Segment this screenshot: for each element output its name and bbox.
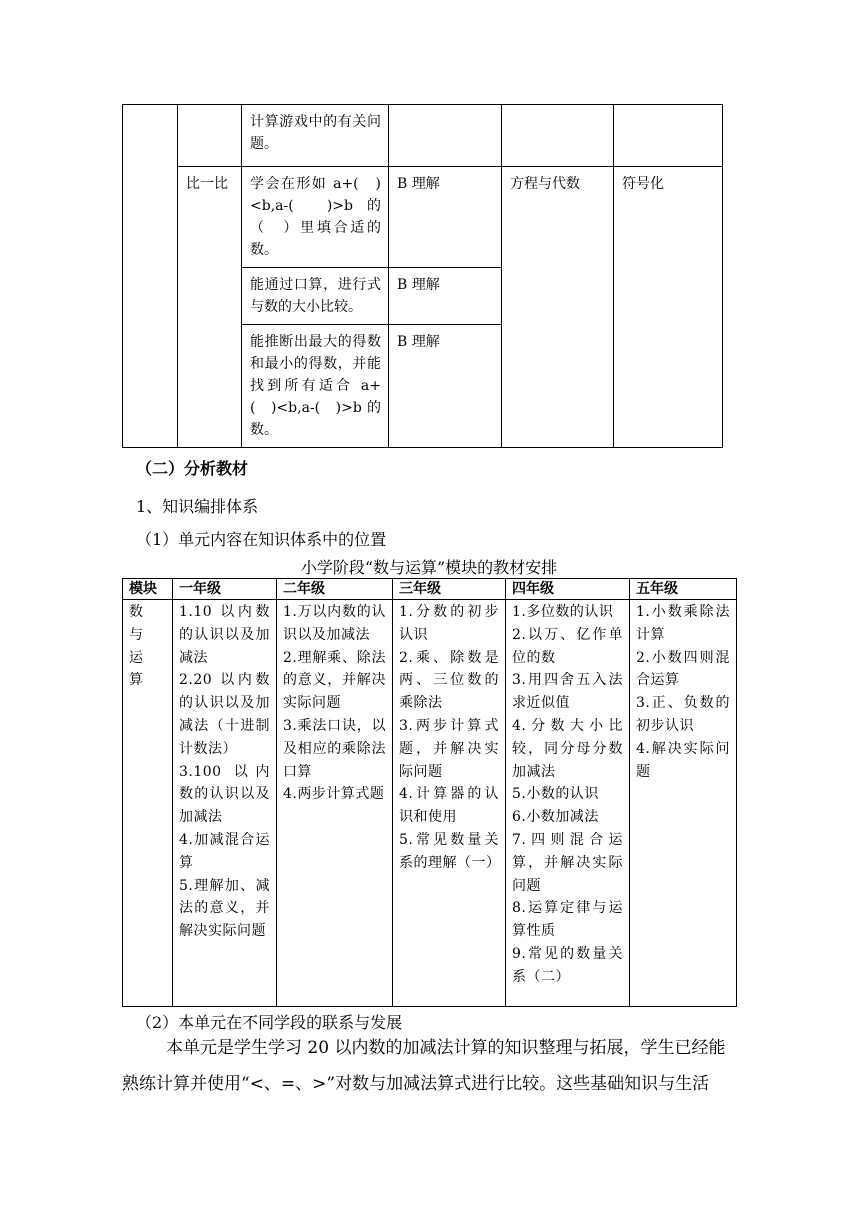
paragraph-line: 熟练计算并使用“<、=、>”对数与加减法算式进行比较。这些基础知识与生活 (122, 1074, 710, 1094)
subheading-knowledge-system: 1、知识编排体系 (136, 497, 259, 516)
objective-cell: 能通过口算，进行式与数的大小比较。 (242, 268, 389, 325)
topic-cell: 比一比 (178, 167, 242, 448)
list-item: 6.小数加减法 (512, 809, 599, 826)
table-row (123, 167, 723, 268)
list-item: 4.两步计算式题 (283, 786, 385, 803)
table-row (123, 105, 723, 167)
list-item: 9.常见的数量关系（二） (512, 945, 623, 985)
column-header: 二年级 (277, 579, 393, 600)
subheading-unit-connection: （2）本单元在不同学段的联系与发展 (136, 1013, 403, 1032)
table-caption: 小学阶段“数与运算”模块的教材安排 (300, 558, 558, 577)
paragraph-line: 本单元是学生学习 20 以内数的加减法计算的知识整理与拓展，学生已经能 (166, 1038, 726, 1058)
module-cell: 数 与 运 算 (123, 600, 173, 1007)
grade1-cell (173, 600, 277, 1007)
topic-cell (178, 105, 242, 167)
list-item: 3.两步计算式题，并解决实际问题 (399, 717, 499, 780)
list-item: 5.理解加、减法的意义，并解决实际问题 (179, 877, 270, 940)
list-item: 5.常见数量关系的理解（一） (399, 831, 501, 871)
list-item: 3.正、负数的初步认识 (636, 695, 730, 734)
level-cell: B 理解 (389, 325, 502, 448)
list-item: 1.10 以内数的认识以及加减法 (179, 604, 270, 666)
column-header: 模块 (123, 579, 173, 600)
column-header: 一年级 (173, 579, 277, 600)
list-item: 1.分数的初步认识 (399, 604, 499, 643)
list-item: 1.小数乘除法计算 (636, 604, 730, 643)
list-item: 3.用四舍五入法求近似值 (512, 672, 623, 712)
list-item: 7.四则混合运算，并解决实际问题 (512, 831, 623, 894)
curriculum-table (122, 578, 737, 1007)
list-item: 4.分数大小比较，同分母分数加减法 (512, 717, 623, 780)
core-cell: 符号化 (614, 167, 723, 448)
list-item: 2.以万、亿作单位的数 (512, 626, 623, 666)
grade2-cell (277, 600, 393, 1007)
list-item: 4.解决实际问题 (636, 740, 730, 780)
grade5-cell (630, 600, 737, 1007)
level-cell: B 理解 (389, 167, 502, 268)
objective-cell: 能推断出最大的得数和最小的得数，并能找到所有适合 a+( )<b,a-( )>b 的数。 (242, 325, 389, 448)
list-item: 2.理解乘、除法的意义，并解决实际问题 (283, 649, 386, 712)
list-item: 2.乘、除数是两、三位数的乘除法 (399, 649, 499, 712)
list-item: 4.加减混合运算 (179, 831, 270, 871)
list-item: 2.小数四则混合运算 (636, 649, 730, 689)
list-item: 4.计算器的认识和使用 (399, 786, 499, 826)
objective-cell: 计算游戏中的有关问题。 (242, 105, 389, 167)
grade4-cell (506, 600, 630, 1007)
subheading-unit-position: （1）单元内容在知识体系中的位置 (136, 530, 387, 549)
domain-cell (502, 105, 614, 167)
list-item: 2.20 以内数的认识以及加减法（十进制计数法） (179, 672, 270, 757)
column-header: 三年级 (393, 579, 506, 600)
table-row (123, 600, 737, 1007)
grade3-cell (393, 600, 506, 1007)
table-cell-blank (123, 105, 178, 448)
domain-cell: 方程与代数 (502, 167, 614, 448)
list-item: 5.小数的认识 (512, 786, 599, 803)
list-item: 3.100 以内数的认识以及加减法 (179, 763, 270, 826)
section-heading: （二）分析教材 (136, 459, 249, 478)
core-cell (614, 105, 723, 167)
list-item: 1.万以内数的认识以及加减法 (283, 604, 386, 643)
objectives-table (122, 104, 723, 448)
level-cell: B 理解 (389, 268, 502, 325)
column-header: 五年级 (630, 579, 737, 600)
list-item: 8.运算定律与运算性质 (512, 900, 623, 940)
list-item: 3.乘法口诀，以及相应的乘除法口算 (283, 717, 386, 780)
list-item: 1.多位数的认识 (512, 604, 614, 620)
objective-cell: 学会在形如 a+( )<b,a-( )>b 的（ ）里填合适的数。 (242, 167, 389, 268)
table-header-row (123, 579, 737, 600)
column-header: 四年级 (506, 579, 630, 600)
level-cell (389, 105, 502, 167)
